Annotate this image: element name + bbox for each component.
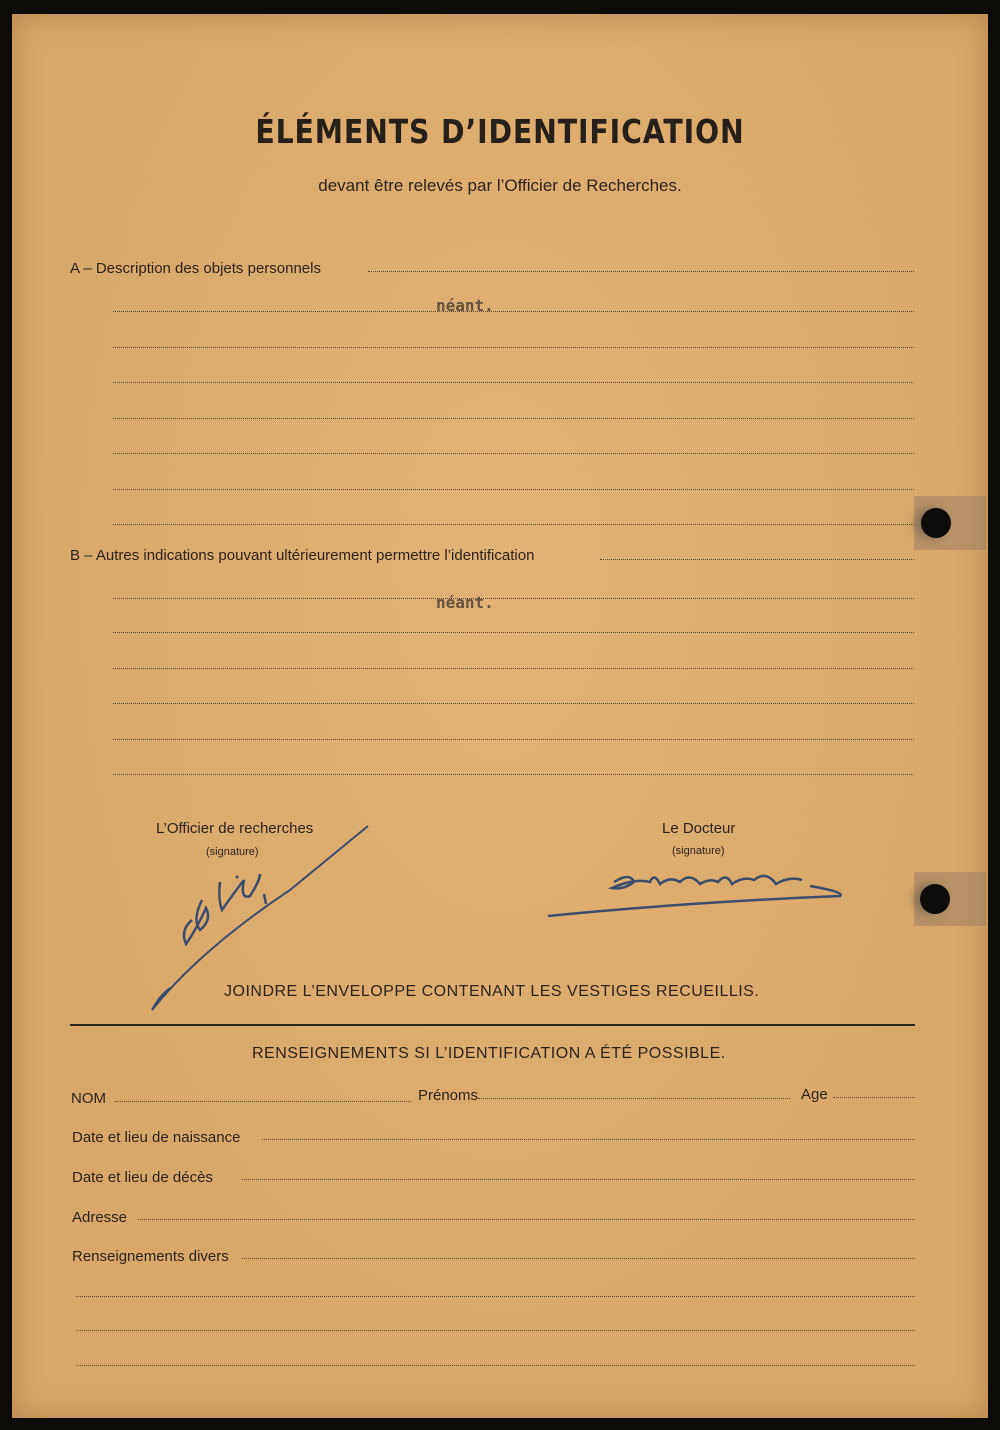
deces-field[interactable] [242, 1179, 915, 1180]
divers-label: Renseignements divers [72, 1248, 229, 1265]
nom-label: NOM [71, 1090, 106, 1107]
divers-field-line[interactable] [76, 1296, 915, 1297]
field-line[interactable] [113, 453, 914, 454]
doctor-signature-title: Le Docteur [662, 820, 736, 837]
field-line[interactable] [113, 489, 914, 490]
field-line[interactable] [600, 559, 914, 560]
punch-hole [921, 508, 951, 538]
divers-field-line[interactable] [76, 1365, 915, 1366]
section-divider [70, 1024, 915, 1026]
field-line[interactable] [113, 418, 914, 419]
field-line[interactable] [368, 271, 914, 272]
doctor-signature-scribble [540, 858, 860, 928]
envelope-instruction: JOINDRE L’ENVELOPPE CONTENANT LES VESTIGES RECUEILLIS. [224, 983, 760, 1000]
punch-hole [920, 884, 950, 914]
naissance-label: Date et lieu de naissance [72, 1129, 241, 1146]
section-a-typed-value: néant. [436, 296, 494, 315]
adresse-field[interactable] [138, 1219, 915, 1220]
age-field[interactable] [833, 1097, 915, 1098]
field-line[interactable] [113, 598, 914, 599]
form-title: ÉLÉMENTS D’IDENTIFICATION [255, 112, 745, 151]
section-b-typed-value: néant. [436, 593, 494, 612]
identification-heading: RENSEIGNEMENTS SI L’IDENTIFICATION A ÉTÉ POSSIBLE. [252, 1045, 726, 1062]
deces-label: Date et lieu de décès [72, 1169, 213, 1186]
field-line[interactable] [113, 703, 914, 704]
field-line[interactable] [113, 347, 914, 348]
field-line[interactable] [113, 382, 914, 383]
divers-field-line[interactable] [76, 1330, 915, 1331]
age-label: Age [801, 1086, 828, 1103]
prenoms-field[interactable] [478, 1098, 790, 1099]
field-line[interactable] [113, 739, 914, 740]
divers-field[interactable] [242, 1258, 915, 1259]
field-line[interactable] [113, 311, 914, 312]
doctor-signature-note: (signature) [672, 845, 725, 857]
field-line[interactable] [113, 632, 914, 633]
field-line[interactable] [113, 774, 914, 775]
officer-signature-title: L’Officier de recherches [156, 820, 314, 837]
adresse-label: Adresse [72, 1209, 128, 1226]
section-a-label: A – Description des objets personnels [70, 260, 321, 277]
prenoms-label: Prénoms [418, 1087, 479, 1104]
officer-signature-note: (signature) [206, 846, 259, 858]
form-subtitle: devant être relevés par l’Officier de Recherches. [318, 176, 682, 195]
form-sheet [12, 14, 988, 1418]
field-line[interactable] [113, 524, 914, 525]
nom-field[interactable] [115, 1101, 411, 1102]
naissance-field[interactable] [262, 1139, 915, 1140]
section-b-label: B – Autres indications pouvant ultérieurement permettre l’identification [70, 547, 535, 564]
field-line[interactable] [113, 668, 914, 669]
